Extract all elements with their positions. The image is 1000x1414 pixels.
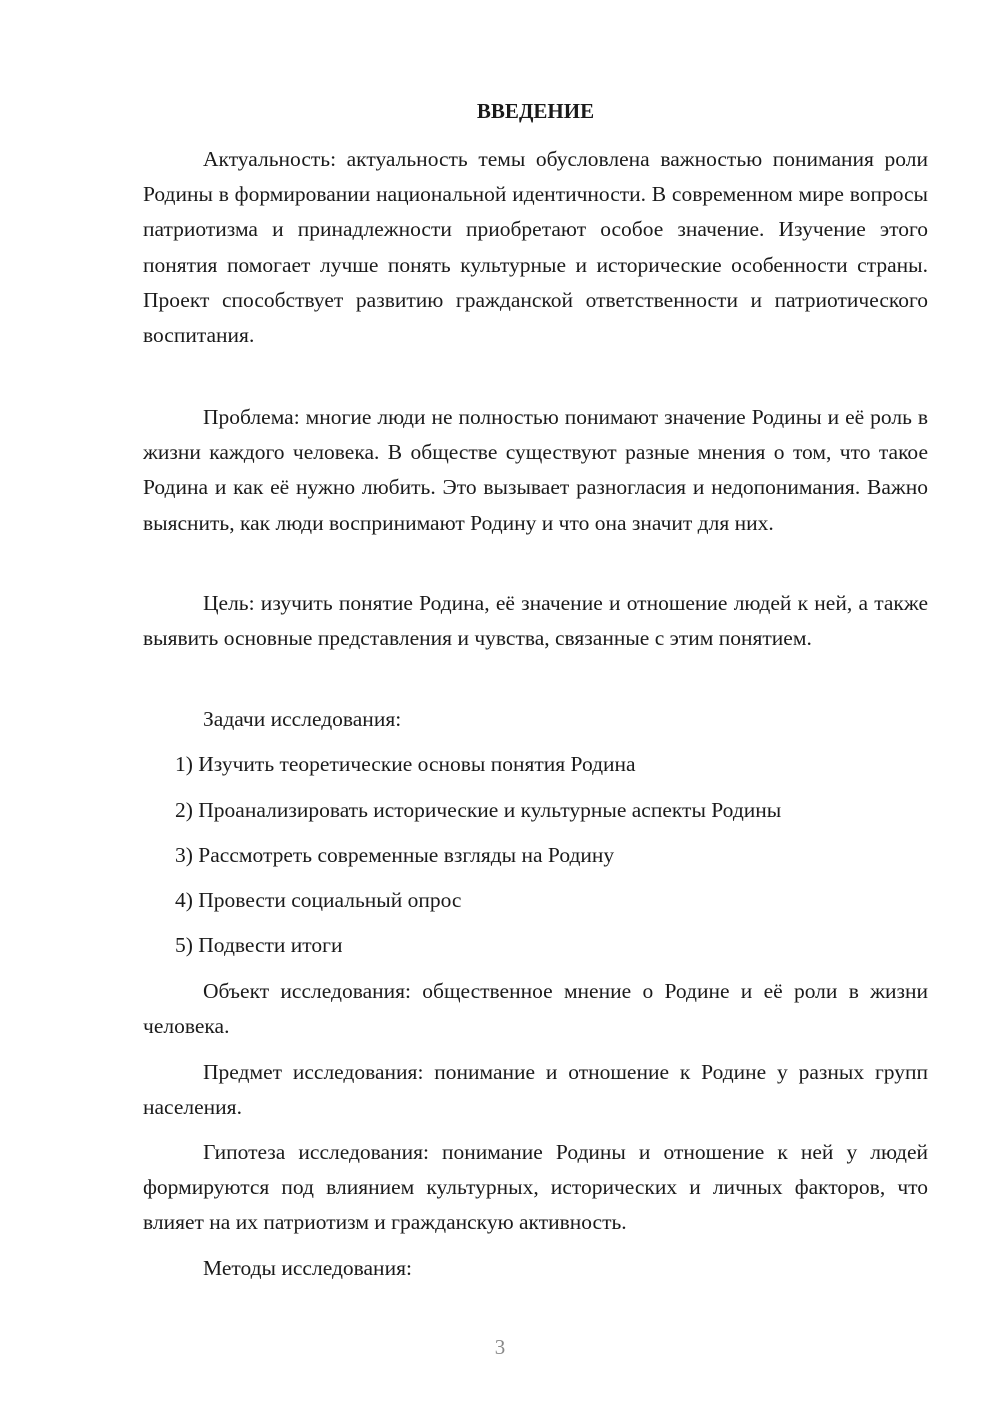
hypothesis-paragraph: Гипотеза исследования: понимание Родины и отношение к ней у людей формируются под влиянием культурных, исторических и личных факторов, что влияет на их патриотизм и гражданскую активность. xyxy=(143,1140,928,1235)
task-item: 3) Рассмотреть современные взгляды на Родину xyxy=(175,843,615,867)
task-item: 1) Изучить теоретические основы понятия Родина xyxy=(175,752,636,776)
section-heading: ВВЕДЕНИЕ xyxy=(476,99,595,123)
page-number: 3 xyxy=(494,1335,506,1359)
methods-title: Методы исследования: xyxy=(203,1256,412,1280)
subject-paragraph: Предмет исследования: понимание и отношение к Родине у разных групп населения. xyxy=(143,1060,928,1120)
object-paragraph: Объект исследования: общественное мнение о Родине и её роли в жизни человека. xyxy=(143,979,928,1039)
goal-paragraph: Цель: изучить понятие Родина, её значение и отношение людей к ней, а также выявить основные представления и чувства, связанные с этим понятием. xyxy=(143,591,928,651)
task-item: 2) Проанализировать исторические и культурные аспекты Родины xyxy=(175,798,782,822)
relevance-paragraph: Актуальность: актуальность темы обусловлена важностью понимания роли Родины в формировании национальной идентичности. В современном мире вопросы патриотизма и принадлежности приобретают особое значение. Изучение этого понятия помогает лучше понять культурные и исторические особенности страны. Проект способствует развитию гражданской ответственности и патриотического воспитания. xyxy=(143,147,928,348)
tasks-title: Задачи исследования: xyxy=(203,707,402,731)
task-item: 4) Провести социальный опрос xyxy=(175,888,462,912)
task-item: 5) Подвести итоги xyxy=(175,933,343,957)
problem-paragraph: Проблема: многие люди не полностью понимают значение Родины и её роль в жизни каждого человека. В обществе существуют разные мнения о том, что такое Родина и как её нужно любить. Это вызывает разногласия и недопонимания. Важно выяснить, как люди воспринимают Родину и что она значит для них. xyxy=(143,405,928,535)
